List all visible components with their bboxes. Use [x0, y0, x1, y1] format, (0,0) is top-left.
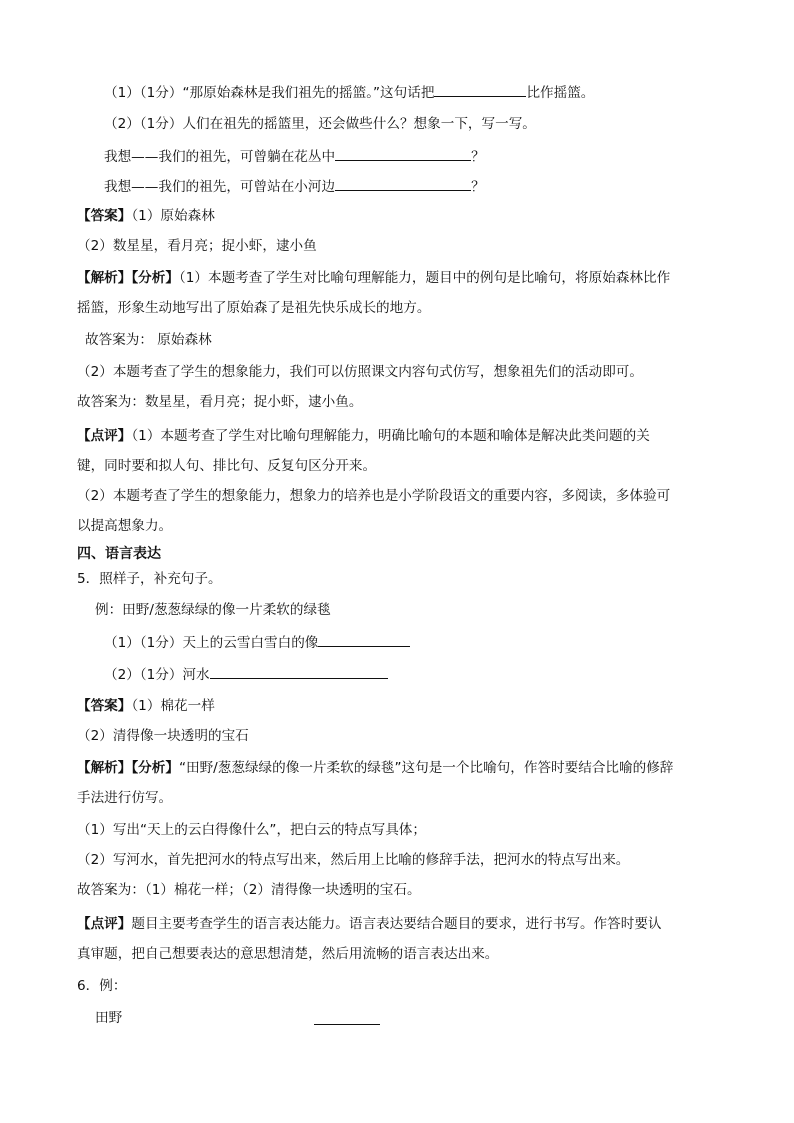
q5-point-2: （2）写河水，首先把河水的特点写出来，然后用上比喻的修辞手法，把河水的特点写出来。	[77, 852, 630, 868]
q5-example: 例：田野/葱葱绿绿的像一片柔软的绿毯	[95, 602, 331, 618]
q5-point-1: （1）写出“天上的云白得像什么”，把白云的特点写具体；	[77, 822, 426, 838]
answer-tag: 【答案】	[77, 208, 132, 224]
answer-tag: 【答案】	[77, 698, 132, 714]
comment-tag: 【点评】	[77, 916, 132, 932]
q6-blank[interactable]	[314, 1010, 380, 1025]
q4-analysis-1b: 摇篮，形象生动地写出了原始森了是祖先快乐成长的地方。	[77, 300, 431, 316]
q4-analysis-2: （2）本题考查了学生的想象能力，我们可以仿照课文内容句式仿写，想象祖先们的活动即可。	[77, 364, 643, 380]
q4-result-1: 故答案为： 原始森林	[85, 332, 212, 348]
analysis-tag: 【解析】【分析】	[77, 270, 179, 286]
analysis-tag: 【解析】【分析】	[77, 760, 179, 776]
q4-imagine-1-blank[interactable]	[335, 146, 471, 161]
q4-imagine-1: 我想——我们的祖先，可曾躺在花丛中 ？	[104, 146, 485, 167]
q6-prompt: 6．例：	[77, 978, 127, 994]
q4-comment-1a: 【点评】（1）本题考查了学生对比喻句理解能力，明确比喻句的本题和喻体是解决此类问题的关	[77, 428, 650, 444]
comment-tag: 【点评】	[77, 428, 132, 444]
q4-comment-2b: 以提高想象力。	[77, 518, 173, 534]
q5-sub2-blank[interactable]	[210, 664, 388, 679]
q4-sub1: （1）（1分）“那原始森林是我们祖先的摇篮。”这句话把 比作摇篮。	[104, 82, 594, 103]
q4-answer-1: 【答案】（1）原始森林	[77, 208, 215, 224]
q4-sub2: （2）（1分）人们在祖先的摇篮里，还会做些什么？想象一下，写一写。	[104, 116, 536, 132]
q5-analysis-b: 手法进行仿写。	[77, 790, 173, 806]
q5-comment-b: 真审题，把自己想要表达的意思想清楚，然后用流畅的语言表达出来。	[77, 946, 499, 962]
q4-result-2: 故答案为：数星星，看月亮；捉小虾，逮小鱼。	[77, 394, 363, 410]
q4-answer-2: （2）数星星，看月亮；捉小虾，逮小鱼	[77, 238, 317, 254]
q5-analysis-a: 【解析】【分析】“田野/葱葱绿绿的像一片柔软的绿毯”这句是一个比喻句，作答时要结合比喻的修辞	[77, 760, 674, 776]
q5-sub1-blank[interactable]	[318, 632, 410, 647]
q4-sub1-blank[interactable]	[434, 82, 526, 97]
q4-comment-2a: （2）本题考查了学生的想象能力，想象力的培养也是小学阶段语文的重要内容，多阅读，多体验可	[77, 488, 671, 504]
q6-word: 田野	[95, 1010, 123, 1026]
q5-prompt: 5．照样子，补充句子。	[77, 571, 222, 587]
q5-sub2: （2）（1分）河水	[104, 664, 388, 685]
q5-comment-a: 【点评】题目主要考查学生的语言表达能力。语言表达要结合题目的要求，进行书写。作答时要认	[77, 916, 662, 932]
q4-imagine-2: 我想——我们的祖先，可曾站在小河边 ？	[104, 176, 485, 197]
section-heading: 四、语言表达	[77, 546, 161, 562]
q5-result: 故答案为：（1）棉花一样；（2）清得像一块透明的宝石。	[77, 882, 421, 898]
q4-analysis-1a: 【解析】【分析】（1）本题考查了学生对比喻句理解能力，题目中的例句是比喻句，将原始森林比作	[77, 270, 671, 286]
q5-answer-1: 【答案】（1）棉花一样	[77, 698, 215, 714]
q4-comment-1b: 键，同时要和拟人句、排比句、反复句区分开来。	[77, 458, 377, 474]
q5-answer-2: （2）清得像一块透明的宝石	[77, 728, 249, 744]
q4-imagine-2-blank[interactable]	[335, 176, 471, 191]
q5-sub1: （1）（1分）天上的云雪白雪白的像	[104, 632, 410, 653]
